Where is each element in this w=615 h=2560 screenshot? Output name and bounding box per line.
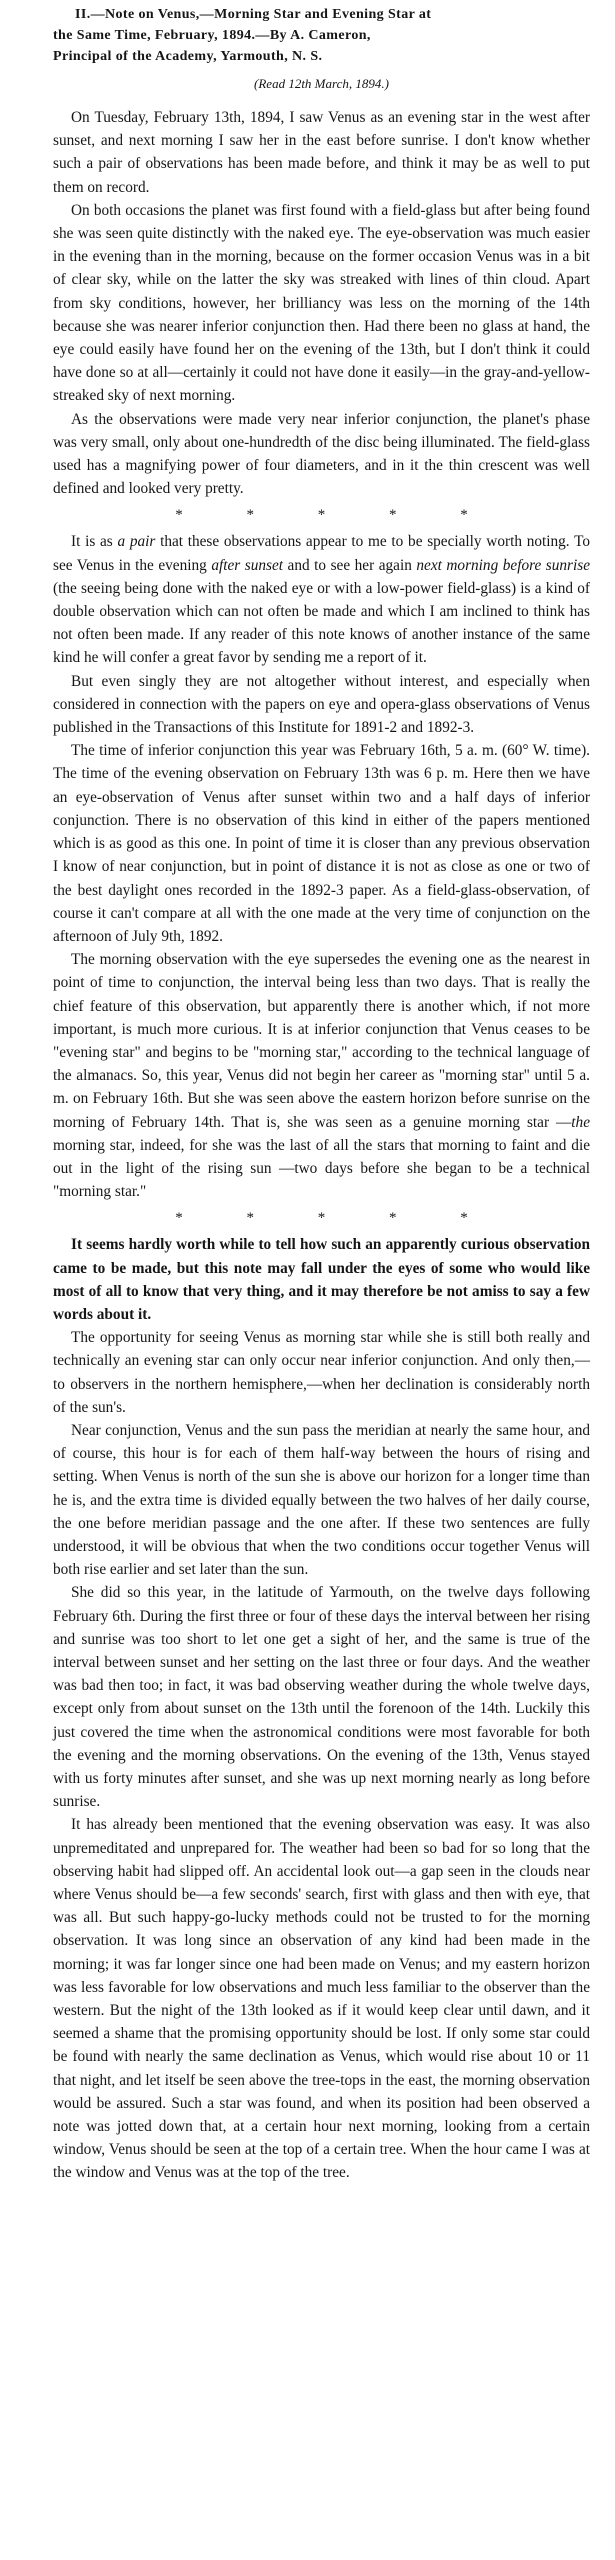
paragraph: It has already been mentioned that the evening observation was easy. It was also unpremeditated and unprepared for. The weather had been so bad for so long that the observing habit had slipped off. An accidental look out—a gap seen in the clouds near where Venus should be—a few seconds' search, first with glass and then with eye, that was all. But such happy-go-lucky methods could not be trusted to for the morning observation. It was long since an observation of any kind had been made in the morning; it was far longer since one had been made on Venus; and my eastern horizon was less favorable for low observations and much less familiar to the observer than the western. But the night of the 13th looked as if it would keep clear until dawn, and it seemed a shame that the promising opportunity should be lost. If only some star could be found with nearly the same declination as Venus, which would rise about 10 or 11 that night, and let itself be seen above the tree-tops in the east, the morning observation would be assured. Such a star was found, and when its position had been observed a note was jotted down that, at a certain hour next morning, looking from a certain window, Venus should be seen at the top of a certain tree. When the hour came I was at the window and Venus was at the top of the tree. — [53, 1816, 590, 2182]
text-run: and to see her again — [283, 556, 417, 574]
article-heading — [53, 4, 590, 67]
heading-line: II.—Note on Venus,—Morning Star and Evening Star at — [75, 7, 432, 22]
text-run: morning star, indeed, for she was the last of all the stars that morning to faint and die out in the light of the rising sun —two days before she began to be a technical "morning star." — [53, 1136, 590, 1201]
text-run: (the seeing being done with the naked eye or with a low-power field-glass) is a kind of double observation which can not often be made and which I am inclined to think has not often been made. If any reader of this note knows of another instance of the same kind he will confer a great favor by sending me a report of it. — [53, 579, 590, 667]
paragraph: On Tuesday, February 13th, 1894, I saw Venus as an evening star in the west after sunset, and next morning I saw her in the east before sunrise. I don't know whether such a pair of observations has been made before, and think it may be as well to put them on record. — [53, 109, 590, 196]
emphasis: after sunset — [211, 556, 283, 574]
paragraph — [53, 948, 590, 1203]
paragraph: The time of inferior conjunction this year was February 16th, 5 a. m. (60° W. time). The time of the evening observation on February 13th was 6 p. m. Here then we have an eye-observation of Venus after sunset within two and a half days of inferior conjunction. There is no observation of this kind in either of the papers mentioned which is as good as this one. In point of time it is closer than any previous observation I know of near conjunction, but in point of distance it is not as close as one or two of the best daylight ones recorded in the 1892-3 paper. As a field-glass-observation, of course it can't compare at all with the one made at the very time of conjunction on the afternoon of July 9th, 1892. — [53, 742, 590, 945]
read-date: (Read 12th March, 1894.) — [254, 76, 389, 91]
emphasis: a pair — [117, 533, 156, 551]
section-divider: * * * * * — [175, 1210, 498, 1227]
section-divider: * * * * * — [175, 507, 498, 524]
emphasis: the — [571, 1113, 590, 1131]
heading-line: the Same Time, February, 1894.—By A. Cameron, — [53, 28, 371, 43]
paragraph: Near conjunction, Venus and the sun pass the meridian at nearly the same hour, and of course, this hour is for each of them half-way between the hours of rising and setting. When Venus is north of the sun she is above our horizon for a longer time than he is, and the extra time is divided equally between the two halves of her daily course, the one before meridian passage and the one after. If these two sentences are fully understood, it will be obvious that when the two conditions occur together Venus will both rise earlier and set later than the sun. — [53, 1421, 590, 1579]
paragraph: It seems hardly worth while to tell how such an apparently curious observation came to be made, but this note may fall under the eyes of some who would like most of all to know that very thing, and it may therefore be not amiss to say a few words about it. — [53, 1236, 590, 1323]
paragraph — [53, 530, 590, 669]
text-run: that these observations appear to me to be specially worth noting. To see Venus in the evening — [53, 533, 590, 574]
emphasis: next morning before sunrise — [416, 556, 590, 574]
text-run: The morning observation with the eye supersedes the evening one as the nearest in point of time to conjunction, the interval being less than two days. That is really the chief feature of this observation, but apparently there is another which, if not more important, is much more curious. It is at inferior conjunction that Venus ceases to be "evening star" and begins to be "morning star," according to the technical language of the almanacs. So, this year, Venus did not begin her career as "morning star" until 5 a. m. on February 16th. But she was seen above the eastern horizon before sunrise on the morning of February 14th. That is, she was seen as a genuine morning star — — [53, 951, 590, 1131]
heading-line: Principal of the Academy, Yarmouth, N. S. — [53, 49, 323, 64]
paragraph: She did so this year, in the latitude of Yarmouth, on the twelve days following February 6th. During the first three or four of these days the interval between her rising and sunrise was too short to let one get a sight of her, and the same is true of the interval between sunset and her setting on the last three or four days. And the weather was bad then too; in fact, it was bad observing weather during the whole twelve days, except only from about sunset on the 13th until the forenoon of the 14th. Luckily this just covered the time when the astronomical conditions were most favorable for both the evening and the morning observations. On the evening of the 13th, Venus stayed with us forty minutes after sunset, and she was up next morning nearly as long before sunrise. — [53, 1584, 590, 1811]
paragraph: As the observations were made very near inferior conjunction, the planet's phase was very small, only about one-hundredth of the disc being illuminated. The field-glass used has a magnifying power of four diameters, and in it the thin crescent was well defined and looked very pretty. — [53, 410, 590, 498]
paragraph: On both occasions the planet was first found with a field-glass but after being found she was seen quite distinctly with the naked eye. The eye-observation was much easier in the evening than in the morning, because on the former occasion Venus was in a bit of clear sky, while on the latter the sky was streaked with lines of thin cloud. Apart from sky conditions, however, her brilliancy was less on the morning of the 14th because she was nearer inferior conjunction then. Had there been no glass at hand, the eye could easily have found her on the evening of the 13th, but I don't think it could have done so at all—certainly it could not have done it easily—in the gray-and-yellow-streaked sky of next morning. — [53, 201, 590, 405]
paragraph: The opportunity for seeing Venus as morning star while she is still both really and technically an evening star can only occur near inferior conjunction. And only then,—to observers in the northern hemisphere,—when her declination is considerably north of the sun's. — [53, 1329, 590, 1416]
text-run: It is as — [71, 533, 118, 551]
paragraph: But even singly they are not altogether without interest, and especially when considered in connection with the papers on eye and opera-glass observations of Venus published in the Transactions of this Institute for 1891-2 and 1892-3. — [53, 672, 590, 737]
